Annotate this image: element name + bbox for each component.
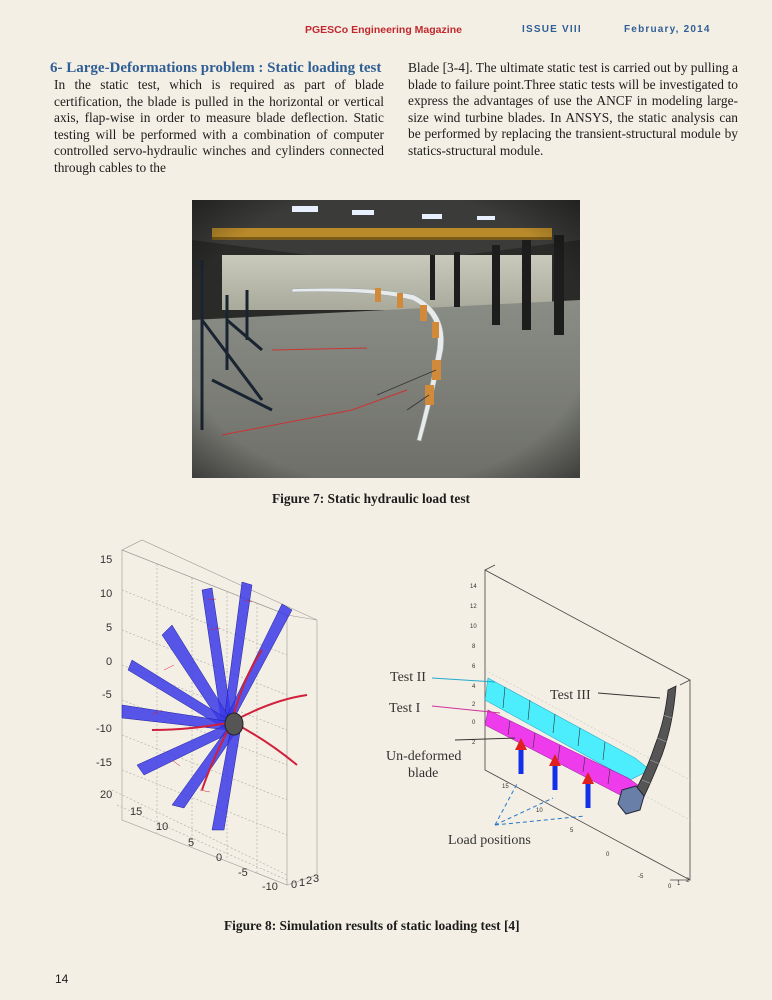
tick-label: 12 [470,604,477,610]
tick-label: 8 [472,644,476,650]
blade-root [225,713,243,735]
tick-label: 10 [536,808,543,814]
magazine-title: PGESCo Engineering Magazine [305,24,462,36]
tick-label: 1 [677,881,681,887]
tick-label: 15 [130,806,143,818]
tick-label: 4 [472,684,476,690]
tick-label: 10 [156,821,169,833]
tick-label: 1 [299,877,306,889]
static-load-test-photo [192,200,580,478]
tick-label: -10 [96,723,112,735]
tick-label: -5 [102,689,112,701]
tick-label: 20 [100,789,113,801]
right-z-ticks [470,584,477,746]
test3-label: Test III [550,688,591,703]
issue-label: ISSUE VIII [522,24,582,35]
tick-label: 0 [606,852,610,858]
page-header [0,24,772,40]
left-paragraph: In the static test, which is required as part of blade certification, the blade is pulled in the horizontal or vertical axis, flap-wise in order to measure blade deflection. Static testing will be performed with a combination of computer controlled servo-hydraulic winches and cylinders connected through cables to the [54,77,384,175]
tick-label: 14 [470,584,477,590]
undeformed-label-blade: blade [408,766,439,781]
right-column [408,60,738,159]
tick-label: 0 [668,884,672,890]
tick-label: 2 [306,875,313,887]
test2-label: Test II [390,670,426,685]
tick-label: 10 [100,588,113,600]
section-heading: 6- Large-Deformations problem : Static loading test [50,60,382,76]
tick-label: -15 [96,757,112,769]
figure8-left-plot [92,530,337,895]
page-number: 14 [55,972,69,986]
tick-label: 5 [570,828,574,834]
tick-label: -5 [238,867,248,879]
left-y-ticks [96,554,112,801]
left-z-ticks [291,873,319,891]
tick-label: 15 [100,554,113,566]
tick-label: 0 [216,852,223,864]
tick-label: -5 [638,874,644,880]
undeformed-label: Un-deformed [386,749,462,764]
test1-label: Test I [389,701,421,716]
figure8-caption: Figure 8: Simulation results of static loading test [4] [224,918,520,933]
left-column [50,60,384,176]
tick-label: 0 [106,656,113,668]
load-positions-label: Load positions [448,833,531,848]
tick-label: -10 [262,881,278,893]
figure7-caption: Figure 7: Static hydraulic load test [272,491,470,506]
issue-date: February, 2014 [624,24,711,35]
tick-label: 2 [472,740,476,746]
tick-label: 10 [470,624,477,630]
tick-label: 6 [472,664,476,670]
tick-label: 0 [291,879,298,891]
right-paragraph: Blade [3-4]. The ultimate static test is carried out by pulling a blade to failure point.Three static tests will be investigated to express the advantages of use the ANCF in modeling large-size wind turbine blades. In ANSYS, the static analysis can be performed by replacing the transient-structural module by statics-structural module. [408,60,738,158]
tick-label: 2 [472,702,476,708]
tick-label: 3 [313,873,320,885]
tick-label: 2 [686,878,690,884]
figure8-right-plot [360,560,705,895]
tick-label: 5 [106,622,113,634]
tick-label: 15 [502,784,509,790]
tick-label: 0 [472,720,476,726]
left-x-ticks [130,806,278,893]
tick-label: 5 [188,837,195,849]
